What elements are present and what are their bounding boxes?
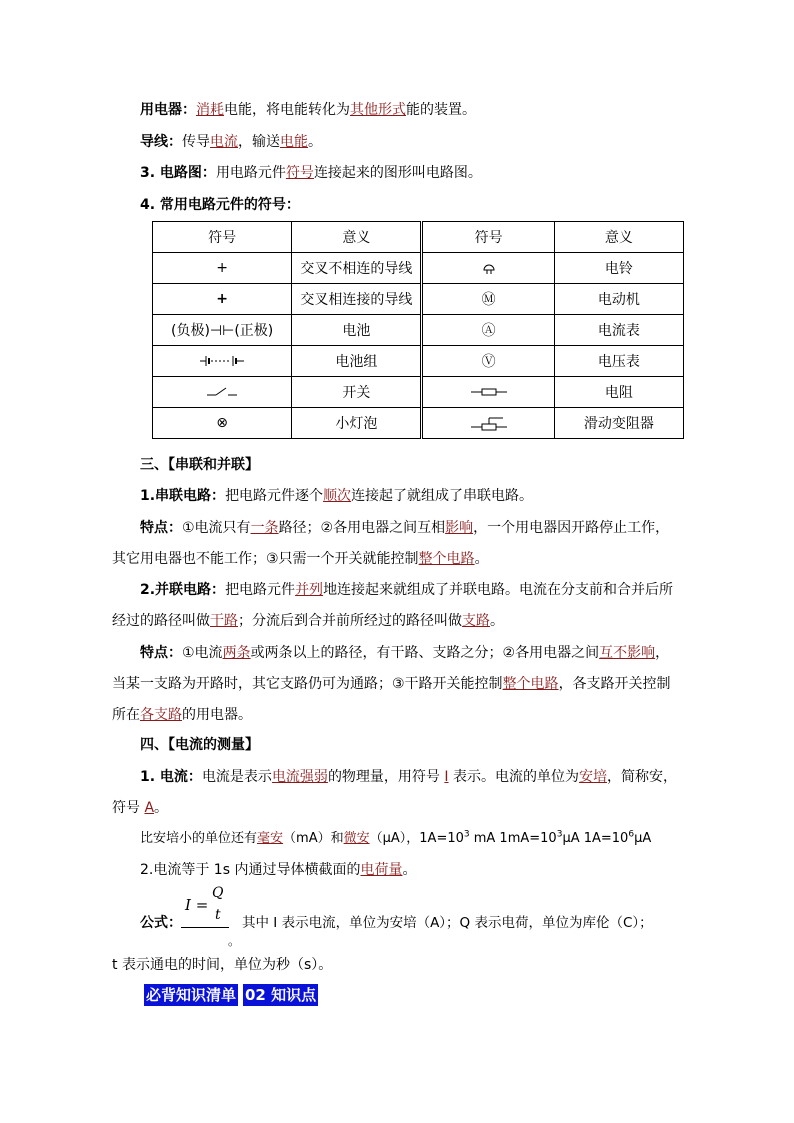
paragraph-series-features-cont: 其它用电器也不能工作；③只需一个开关就能控制整个电路。 [112,551,489,567]
paragraph-parallel: 2.并联电路：把电路元件并列地连接起来就组成了并联电路。电流在分支前和合并后所 [140,582,674,598]
paragraph-charge: 2.电流等于 1s 内通过导体横截面的电荷量。 [140,862,417,878]
heading-symbols: 4. 常用电路元件的符号： [140,197,300,213]
paragraph-wire: 导线：传导电流，输送电能。 [140,134,322,150]
header-cell: 意义 [292,222,422,253]
table-header-row [153,222,684,253]
table-cell: 交叉不相连的导线 [292,253,422,284]
table-row [153,284,684,315]
table-cell: 滑动变阻器 [554,408,683,439]
cell-symbol: (负极)⊣⊢(正极) [153,315,292,346]
formula-label: 公式： [140,915,182,931]
paragraph-time: t 表示通电的时间，单位为秒（s）。 [112,957,333,973]
lamp-icon: ⊗ [153,408,292,439]
paragraph-parallel-features: 特点：①电流两条或两条以上的路径，有干路、支路之分；②各用电器之间互不影响， [140,645,670,661]
table-row [153,346,684,377]
motor-icon: Ⓜ [422,284,554,315]
cross-connect-symbol: + [153,284,292,315]
ammeter-icon: Ⓐ [422,315,554,346]
table-cell: 开关 [292,377,422,408]
paragraph-appliance: 用电器：消耗电能，将电能转化为其他形式能的装置。 [140,102,476,118]
formula-dot: 。 [228,934,241,948]
bell-icon [422,253,554,284]
rheostat-icon [422,408,554,439]
current-formula: I = Q t [181,885,231,937]
cross-no-connect-symbol: + [153,253,292,284]
section-title-series-parallel: 三、【串联和并联】 [140,457,259,473]
table-row [153,408,684,439]
table-row [153,377,684,408]
header-cell: 符号 [153,222,292,253]
paragraph-current-cont: 符号 A。 [112,800,169,816]
badge-knowledge-point: 02 知识点 [245,986,317,1004]
table-cell: 电池 [292,315,422,346]
table-row [153,253,684,284]
table-cell: 电阻 [554,377,683,408]
paragraph-parallel-cont: 经过的路径叫做干路；分流后到合并前所经过的路径叫做支路。 [112,613,504,629]
paragraph-series-features: 特点：①电流只有一条路径；②各用电器之间互相影响，一个用电器因开路停止工作， [140,520,670,536]
header-cell: 符号 [422,222,554,253]
table-cell: 电流表 [554,315,683,346]
battery-group-icon [153,346,292,377]
table-cell: 电铃 [554,253,683,284]
table-cell: 电压表 [554,346,683,377]
badge-must-know-list: 必背知识清单 [146,986,237,1004]
header-cell: 意义 [554,222,683,253]
section-title-current-measurement: 四、【电流的测量】 [140,737,259,753]
voltmeter-icon: Ⓥ [422,346,554,377]
table-cell: 电池组 [292,346,422,377]
symbols-table [152,221,684,439]
formula-description: 其中 I 表示电流，单位为安培（A）；Q 表示电荷，单位为库伦（C）； [242,915,653,931]
table-cell: 交叉相连接的导线 [292,284,422,315]
table-cell: 电动机 [554,284,683,315]
paragraph-parallel-features-cont2: 所在各支路的用电器。 [112,707,252,723]
paragraph-parallel-features-cont: 当某一支路为开路时，其它支路仍可为通路；③干路开关能控制整个电路，各支路开关控制 [112,676,671,692]
switch-icon [153,377,292,408]
table-row [153,315,684,346]
paragraph-current: 1. 电流：电流是表示电流强弱的物理量，用符号 I 表示。电流的单位为安培，简称安， [140,769,677,785]
paragraph-series: 1.串联电路：把电路元件逐个顺次连接起了就组成了串联电路。 [140,488,534,504]
fraction-bar [181,927,229,928]
paragraph-circuit-diagram: 3. 电路图：用电路元件符号连接起来的图形叫电路图。 [140,165,482,181]
table-cell: 小灯泡 [292,408,422,439]
paragraph-units: 比安培小的单位还有毫安（mA）和微安（μA），$1A=10^3$ mA $1mA=10^3\mu A$ $1A=10^6\mu A$ [140,829,652,846]
resistor-icon [422,377,554,408]
